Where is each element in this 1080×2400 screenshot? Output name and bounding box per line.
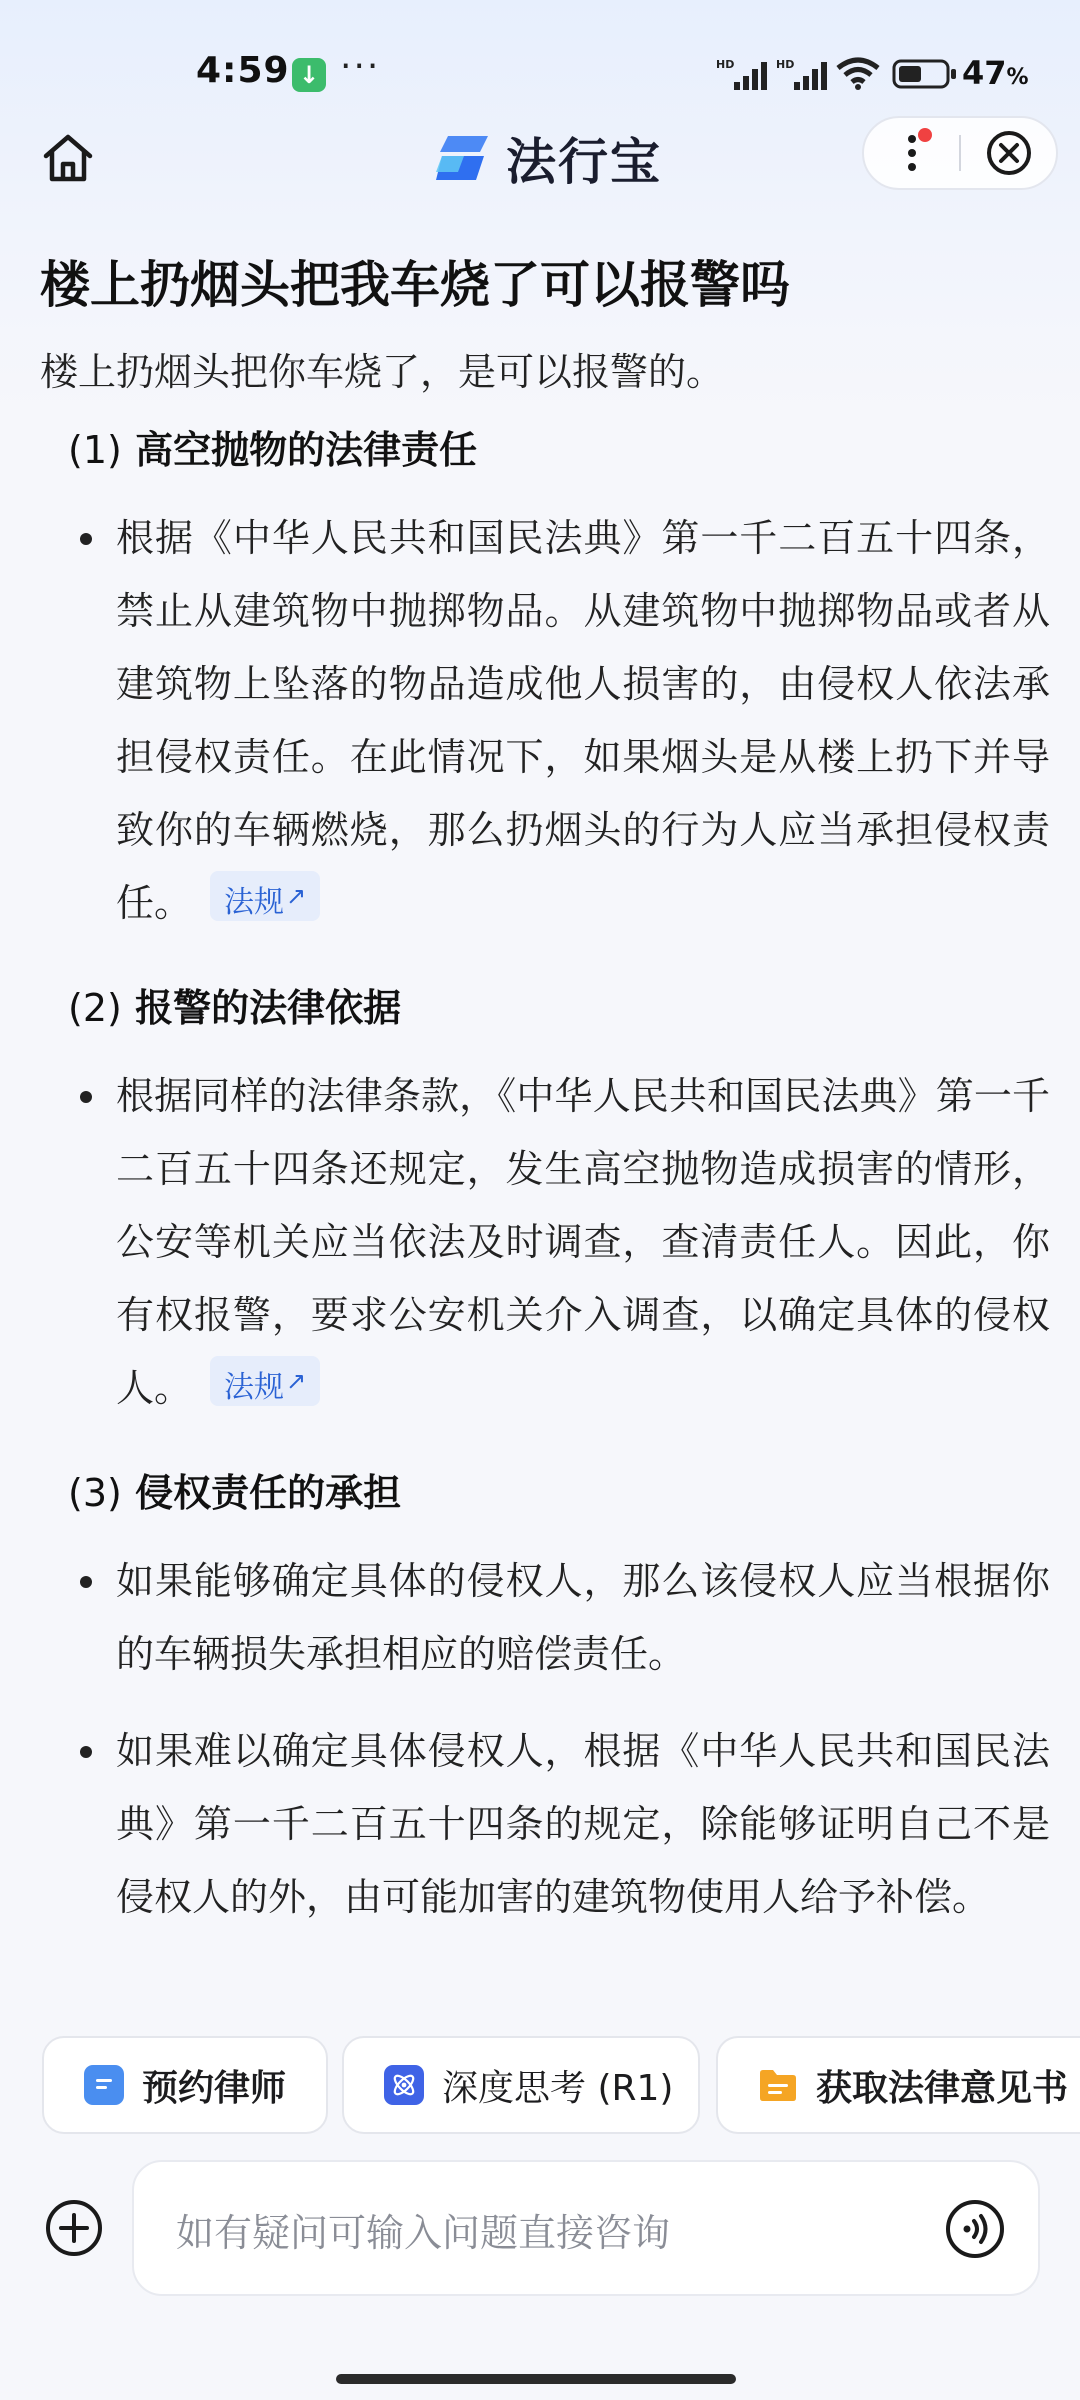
chip-label: 深度思考 (R1) [442,2067,674,2109]
close-button[interactable] [961,116,1056,190]
section-title-3 [68,1465,1050,1521]
deep-think-button[interactable] [342,2036,700,2134]
close-circle-icon [985,129,1033,177]
list-item [40,1545,1050,1691]
bullet-text: 如果能够确定具体的侵权人，那么该侵权人应当根据你的车辆损失承担相应的赔偿责任。 [116,1559,1050,1676]
question-input[interactable] [132,2160,1040,2296]
battery-percent: 47% [962,54,1029,92]
status-time: 4:59 [196,50,290,91]
answer-content [40,250,1050,2002]
more-button[interactable] [864,116,959,190]
wifi-icon [836,56,880,90]
section-title-2 [68,980,1050,1036]
hd-label-2: HD [776,58,795,71]
section-title-1 [68,422,1050,478]
external-link-icon: ↗ [286,882,307,910]
quick-actions [0,2036,1080,2134]
download-icon: ↓ [292,58,326,92]
external-link-icon: ↗ [286,1367,307,1395]
section-heading: 侵权责任的承担 [135,1471,402,1515]
list-item [40,1715,1050,1934]
notification-overflow-icon: ··· [340,46,381,87]
home-button[interactable] [38,128,98,188]
law-reference-link[interactable] [210,1356,320,1406]
law-tag-label: 法规 [224,1370,285,1405]
chip-label: 预约律师 [142,2067,287,2109]
home-icon [40,130,96,186]
input-placeholder: 如有疑问可输入问题直接咨询 [176,2211,671,2255]
list-item [40,502,1050,940]
cellular-signal-1-icon [716,58,768,92]
bullet-text: 根据《中华人民共和国民法典》第一千二百五十四条，禁止从建筑物中抛掷物品。从建筑物中抛掷物品或者从建筑物上坠落的物品造成他人损害的，由侵权人依法承担侵权责任。在此情况下，如果烟头是从楼上扔下并导致你的车辆燃烧，那么扔烟头的行为人应当承担侵权责任。 [116,516,1050,925]
answer-summary: 楼上扔烟头把你车烧了，是可以报警的。 [40,350,725,394]
list-item [40,1060,1050,1425]
add-attachment-button[interactable] [44,2198,104,2258]
question-title: 楼上扔烟头把我车烧了可以报警吗 [40,256,790,314]
plus-circle-icon [44,2198,104,2258]
law-tag-label: 法规 [224,885,285,920]
bullet-text: 根据同样的法律条款，《中华人民共和国民法典》第一千二百五十四条还规定，发生高空抛物造成损害的情形，公安等机关应当依法及时调查，查清责任人。因此，你有权报警，要求公安机关介入调查，以确定具体的侵权人。 [116,1074,1050,1410]
home-indicator[interactable] [336,2374,736,2384]
bullet-text: 如果难以确定具体侵权人，根据《中华人民共和国民法典》第一千二百五十四条的规定，除能够证明自己不是侵权人的外，由可能加害的建筑物使用人给予补偿。 [116,1729,1050,1919]
section-heading: 报警的法律依据 [135,986,402,1030]
law-reference-link[interactable] [210,871,320,921]
deep-think-icon [384,2065,424,2105]
battery-icon [892,58,958,90]
voice-icon [944,2198,1006,2260]
legal-opinion-button[interactable] [716,2036,1080,2134]
voice-input-button[interactable] [944,2198,1006,2260]
app-name: 法行宝 [506,133,662,191]
lawyer-icon [84,2065,124,2105]
section-number: (2) [68,986,122,1030]
chip-label: 获取法律意见书 [816,2067,1069,2109]
notification-dot [918,128,932,142]
hd-label-1: HD [716,58,735,71]
more-vertical-icon [907,133,917,173]
cellular-signal-2-icon [776,58,828,92]
app-logo-icon [434,132,494,184]
mini-program-capsule [862,116,1058,190]
folder-icon [758,2065,798,2105]
section-heading: 高空抛物的法律责任 [135,428,478,472]
book-lawyer-button[interactable] [42,2036,328,2134]
section-number: (1) [68,428,122,472]
app-brand [434,126,662,190]
section-number: (3) [68,1471,122,1515]
